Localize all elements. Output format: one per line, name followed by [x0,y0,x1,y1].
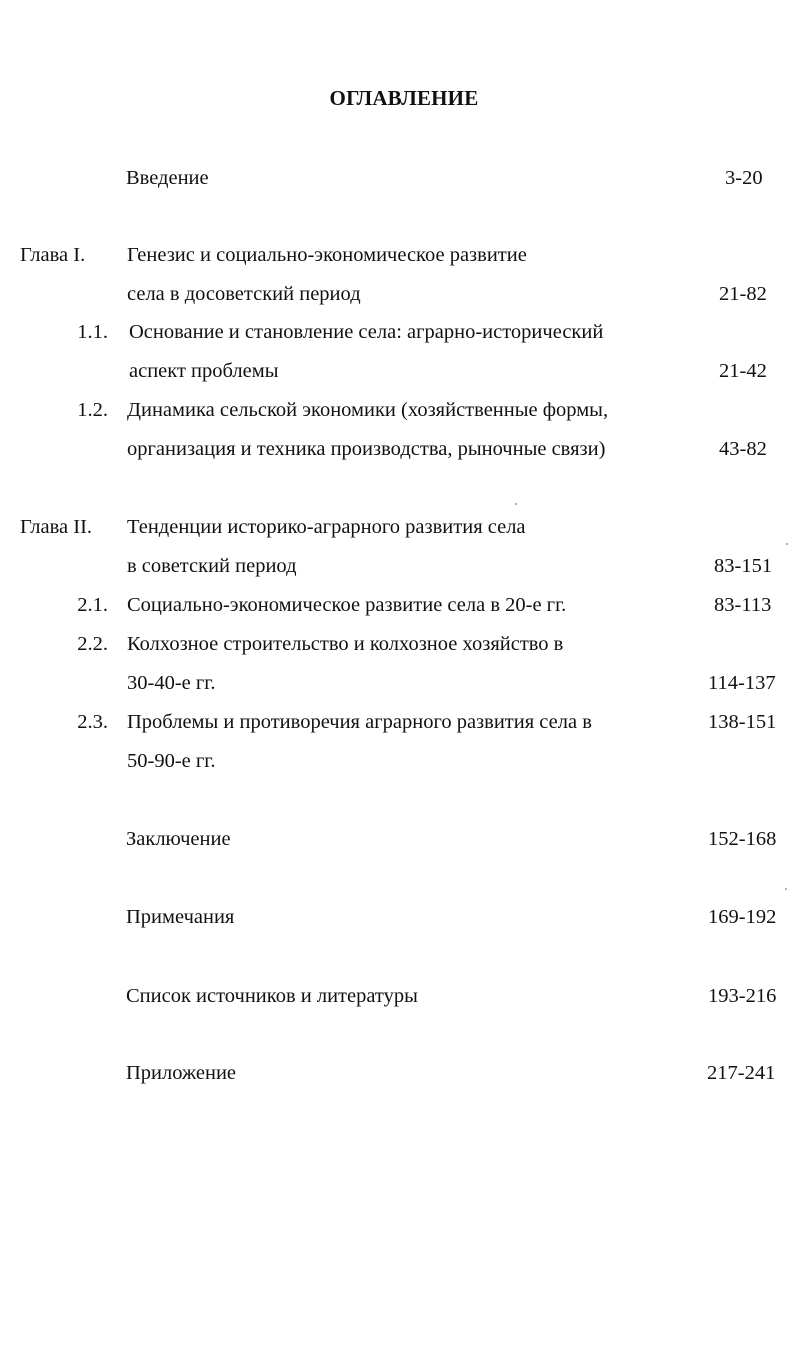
toc-entry-text: Введение [126,167,209,189]
section-title-line-2: организация и техника производства, рыночные связи) [127,438,606,460]
section-title-line-2: 30-40-е гг. [127,672,216,694]
scan-speck [785,888,787,890]
toc-entry-text: Список источников и литературы [126,985,418,1007]
toc-entry-pages: 138-151 [708,711,777,733]
page-title: ОГЛАВЛЕНИЕ [329,86,479,110]
toc-entry-pages: 21-82 [719,283,767,305]
toc-entry-pages: 21-42 [719,360,767,382]
section-number: 1.1. [77,321,108,343]
toc-entry-text: Приложение [126,1062,237,1084]
scan-speck [786,543,788,545]
toc-entry-text: Примечания [126,906,235,928]
section-title-line-2: аспект проблемы [129,360,279,382]
toc-entry-pages: 193-216 [708,985,777,1007]
section-title-line-1: Проблемы и противоречия аграрного развития села в [127,711,592,733]
chapter-title-line-1: Генезис и социально-экономическое развитие [127,244,527,266]
section-title-line-1: Социально-экономическое развитие села в 20-е гг. [127,594,567,616]
toc-entry-text: Заключение [126,828,231,850]
section-title-line-1: Динамика сельской экономики (хозяйственные формы, [127,399,609,421]
toc-entry-pages: 83-151 [714,555,773,577]
section-title-line-1: Колхозное строительство и колхозное хозяйство в [127,633,564,655]
section-title-line-2: 50-90-е гг. [127,750,216,772]
chapter-label: Глава I. [20,244,86,266]
section-number: 2.3. [77,711,108,733]
toc-entry-pages: 114-137 [708,672,776,694]
chapter-title-line-2: села в досоветский период [127,283,361,305]
section-title-line-1: Основание и становление села: аграрно-исторический [129,321,604,343]
chapter-title-line-2: в советский период [127,555,297,577]
toc-entry-pages: 3-20 [725,167,763,189]
scan-speck [515,503,517,505]
section-number: 2.1. [77,594,108,616]
toc-entry-pages: 43-82 [719,438,767,460]
toc-entry-pages: 169-192 [708,906,777,928]
section-number: 1.2. [77,399,108,421]
section-number: 2.2. [77,633,108,655]
chapter-title-line-1: Тенденции историко-аграрного развития села [127,516,526,538]
toc-entry-pages: 217-241 [707,1062,776,1084]
chapter-label: Глава II. [20,516,93,538]
toc-entry-pages: 83-113 [714,594,772,616]
toc-entry-pages: 152-168 [708,828,777,850]
